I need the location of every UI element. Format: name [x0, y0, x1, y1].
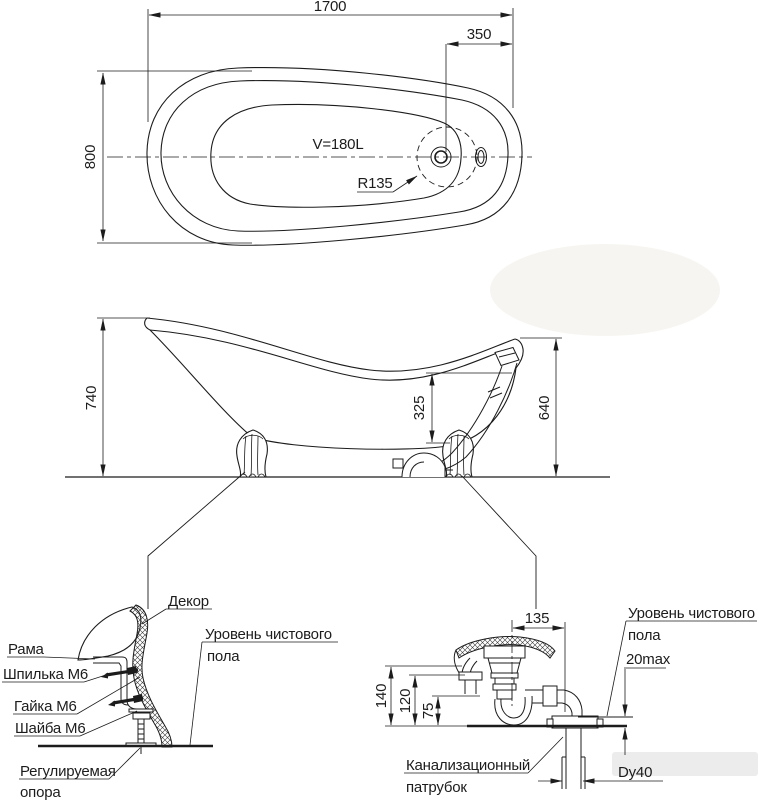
- dim-120-text: 120: [397, 688, 414, 714]
- dim-75-text: 75: [420, 702, 437, 720]
- rim-left-cap: [145, 318, 150, 330]
- radius-label-text: R135: [357, 175, 393, 192]
- top-view: [97, 8, 532, 245]
- side-view: [65, 318, 610, 609]
- stud-label: Шпилька М6: [3, 666, 89, 683]
- overflow-connector: [459, 658, 482, 694]
- tub-inner-rim: [161, 81, 508, 232]
- dim-offset-135-text: 135: [524, 610, 550, 627]
- tub-body: [150, 330, 523, 449]
- stud-m6-upper: [101, 666, 138, 679]
- tub-shell-section: [78, 607, 141, 660]
- dimension-740: [97, 318, 150, 476]
- faded-watermark-blob: [490, 244, 720, 336]
- dimension-75: [432, 696, 480, 725]
- floor-level-right-line1: Уровень чистового: [628, 605, 755, 622]
- dim-width-text: 800: [82, 144, 99, 170]
- support-label-line1: Регулируемая: [20, 763, 116, 780]
- drain-flange: [484, 646, 525, 699]
- dy40-text: Dy40: [618, 764, 653, 781]
- floor-level-label-line2: пола: [207, 648, 240, 665]
- frame-label: Рама: [8, 641, 44, 658]
- floor-level-right-line2: пола: [628, 627, 661, 644]
- claw-foot-left: [237, 430, 268, 477]
- detail-leader-lines: [148, 472, 536, 609]
- dimension-120: [409, 675, 465, 725]
- floor-level-label-line1: Уровень чистового: [205, 626, 332, 643]
- tub-outer-rim: [147, 68, 522, 246]
- tub-plan-contours: [147, 68, 522, 246]
- gap-20max-text: 20max: [626, 651, 671, 668]
- dim-140-text: 140: [373, 683, 390, 709]
- sewer-label-line1: Канализационный: [406, 757, 531, 774]
- dim-rim-to-bottom-text: 325: [411, 395, 428, 421]
- washer-label: Шайба М6: [15, 720, 86, 737]
- nut-label: Гайка М6: [14, 698, 77, 715]
- sewer-label-line2: патрубок: [406, 779, 467, 796]
- volume-label-text: V=180L: [312, 136, 364, 153]
- rim-top-edge: [147, 318, 515, 371]
- dim-drain-offset-text: 350: [466, 26, 492, 43]
- dim-total-height-text: 740: [83, 385, 100, 411]
- dimension-350: [446, 44, 512, 152]
- support-label-line2: опора: [20, 784, 61, 800]
- dim-length-text: 1700: [313, 0, 347, 15]
- decor-label: Декор: [168, 593, 209, 610]
- gap-20max-dimension: [624, 668, 666, 755]
- tub-profile: [145, 318, 524, 449]
- dim-front-height-text: 640: [536, 395, 553, 421]
- tub-bowl-contour: [211, 104, 461, 207]
